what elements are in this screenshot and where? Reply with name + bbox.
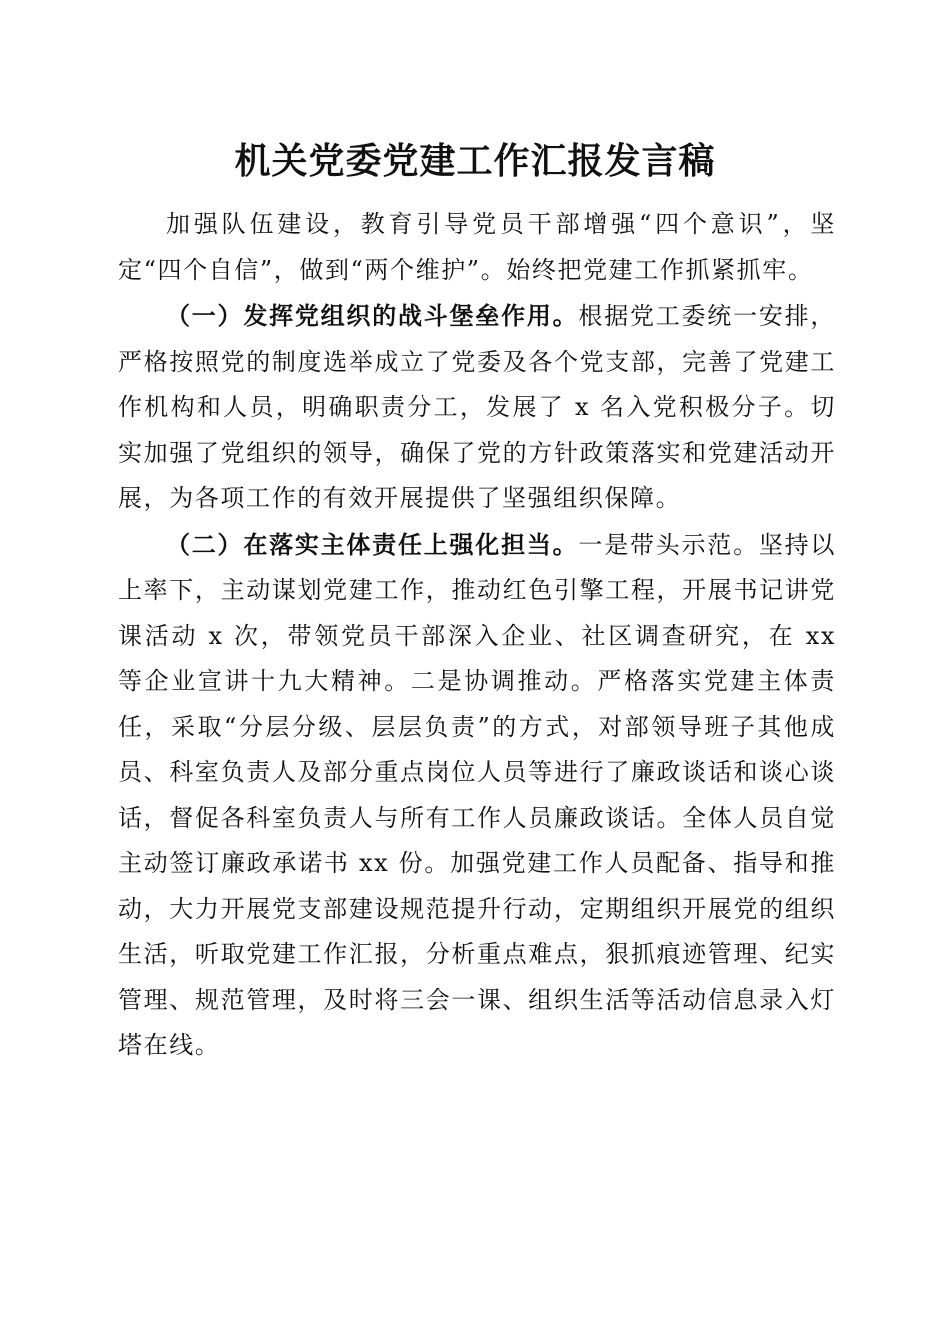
section-paragraph-2 — [118, 522, 836, 1069]
section-1-heading: （一）发挥党组织的战斗堡垒作用。 — [166, 301, 579, 330]
section-2-heading: （二）在落实主体责任上强化担当。 — [166, 529, 579, 559]
section-1-text: 根据党工委统一安排，严格按照党的制度选举成立了党委及各个党支部，完善了党建工作机构和人员，明确职责分工，发展了 x 名入党积极分子。切实加强了党组织的领导，确保了党的方针政策落实和党建活动开展，为各项工作的有效开展提供了坚强组织保障。 — [118, 302, 837, 512]
section-paragraph-1 — [118, 293, 836, 522]
document-title: 机关党委党建工作汇报发言稿 — [234, 140, 716, 182]
document-body — [118, 202, 836, 1069]
intro-paragraph: 加强队伍建设，教育引导党员干部增强“四个意识”，坚定“四个自信”，做到“两个维护”。始终把党建工作抓紧抓牢。 — [118, 210, 836, 284]
section-2-text: 一是带头示范。坚持以上率下，主动谋划党建工作，推动红色引擎工程，开展书记讲党课活动 x 次，带领党员干部深入企业、社区调查研究，在 xx 等企业宣讲十九大精神。二是协调推动。严格落实党建主体责任，采取“分层分级、层层负责”的方式，对部领导班子其他成员、科室负责人及部分重点岗位人员等进行了廉政谈话和谈心谈话，督促各科室负责人与所有工作人员廉政谈话。全体人员自觉主动签订廉政承诺书 xx 份。加强党建工作人员配备、指导和推动，大力开展党支部建设规范提升行动，定期组织开展党的组织生活，听取党建工作汇报，分析重点难点，狠抓痕迹管理、纪实管理、规范管理，及时将三会一课、组织生活等活动信息录入灯塔在线。 — [118, 530, 837, 1059]
